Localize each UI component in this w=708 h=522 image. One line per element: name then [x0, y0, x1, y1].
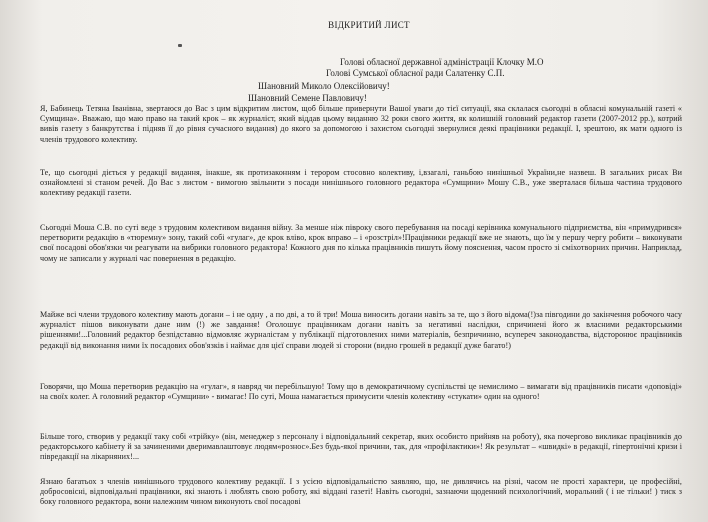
paragraph-6: Більше того, створив у редакції таку собі «трійку» (він, менеджер з персоналу і відповідальний секретар, яких особисто прийняв на роботу), яка почергово викликає працівників до редакторського кабінету й за зачиненими дверимавлаштовує людям«рознос».Без будь-якої причини, так, для «профілактики»! Як результат – «швидкі» в редакції, гіпертонічні кризи і півредакції на лікарняних!... — [40, 432, 682, 462]
paragraph-3: Сьогодні Моша С.В. по суті веде з трудовим колективом видання війну. За менше ніж півроку свого перебування на посаді керівника комунального підприємства, він «примудрився» перетворити редакцію в «тюремну» зону, такий собі «гулаг», де крок вліво, крок вправо – і «розстріл»!Працівники редакції вже не знають, що їм у першу чергу робити – виконувати свої посадові обов'язки чи реагувати на вибрики головного редактора! Кожного дня по кілька працівників пишуть йому пояснення, часом просто зі сміхотворних причин. Наприклад, чому не записали у журналі час повернення в редакцію. — [40, 223, 682, 263]
scan-mark — [178, 44, 182, 47]
greeting-second: Шановний Семене Павловичу! — [248, 93, 367, 103]
paragraph-4: Майже всі члени трудового колективу мають догани – і не одну , а по дві, а то й три! Моша виносить догани навіть за те, що з його відома(!)за півгодини до закінчення робочого часу журналіст пішов виконувати дане ним (!) же завдання! Оголошує працівникам догани навіть за негативні наслідки, спричинені його ж власними редакторськими рішеннями!...Головний редактор безпідставно відмовляє журналістам у публікації підготовлених ними матеріалів, безпричинно, всупереч законодавства, відсторонює працівників редакції від виконання ними їх посадових обов'язків і наймає для цієї справи людей зі сторони (видно грошей в редакції дуже багато!) — [40, 310, 682, 350]
greeting-first: Шановний Миколо Олексійовичу! — [258, 81, 390, 91]
paragraph-2: Те, що сьогодні діється у редакції видання, інакше, як протизаконням і терором стосовно колективу, і,взагалі, ганьбою нинішньої України,не назвеш. В загальних рисах Ви ознайомлені зі станом речей. До Вас з листом - вимогою звільнити з посади нинішнього головного редактора «Сумщини» Мошу С.В., уже зверталася більша частина трудового колективу редакції газети. — [40, 168, 682, 198]
paragraph-5: Говорячи, що Моша перетворив редакцію на «гулаг», я навряд чи перебільшую! Тому що в демократичному суспільстві це немислимо – вимагати від працівників писати «доповіді» на своїх колег. А головний редактор «Сумщини» - вимагає! По суті, Моша намагається примусити членів колективу «стукати» один на одного! — [40, 382, 682, 402]
paragraph-1: Я, Бабинець Тетяна Іванівна, звертаюся до Вас з цим відкритим листом, щоб більше привернути Вашої уваги до тієї ситуації, яка склалася сьогодні в обласні комунальній газеті « Сумщина». Вважаю, що маю право на такий крок – як журналіст, який віддав цьому виданню 32 роки свого життя, як колишній головний редактор газети (2007-2012 рр.), котрий вивів газету з банкрутства і підняв її до рівня сучасного видання) до якого за допомогою і захистом сьогодні звернулися деякі працівники редакції. І, зрештою, як мати одного із членів трудового колективу. — [40, 104, 682, 144]
addressee-council-head: Голові Сумської обласної ради Салатенку С.П. — [326, 68, 505, 78]
letter-title: ВІДКРИТИЙ ЛИСТ — [328, 20, 410, 30]
paragraph-7: Язнаю багатьох з членів нинішнього трудового колективу редакції. І з усією відповідальністю заявляю, що, не дивлячись на різні, часом не прості характери, це професійні, добросовісні, відповідальні працівники, які знають і люблять свою роботу, які віддані газеті! Навіть сьогодні, зазнаючи щоденний психологічний, моральний ( і не тільки! ) тиск з боку головного редактора, вони належним чином виконують свої посадові — [40, 477, 682, 507]
addressee-governor: Голові обласної державної адміністрації Клочку М.О — [340, 57, 544, 67]
